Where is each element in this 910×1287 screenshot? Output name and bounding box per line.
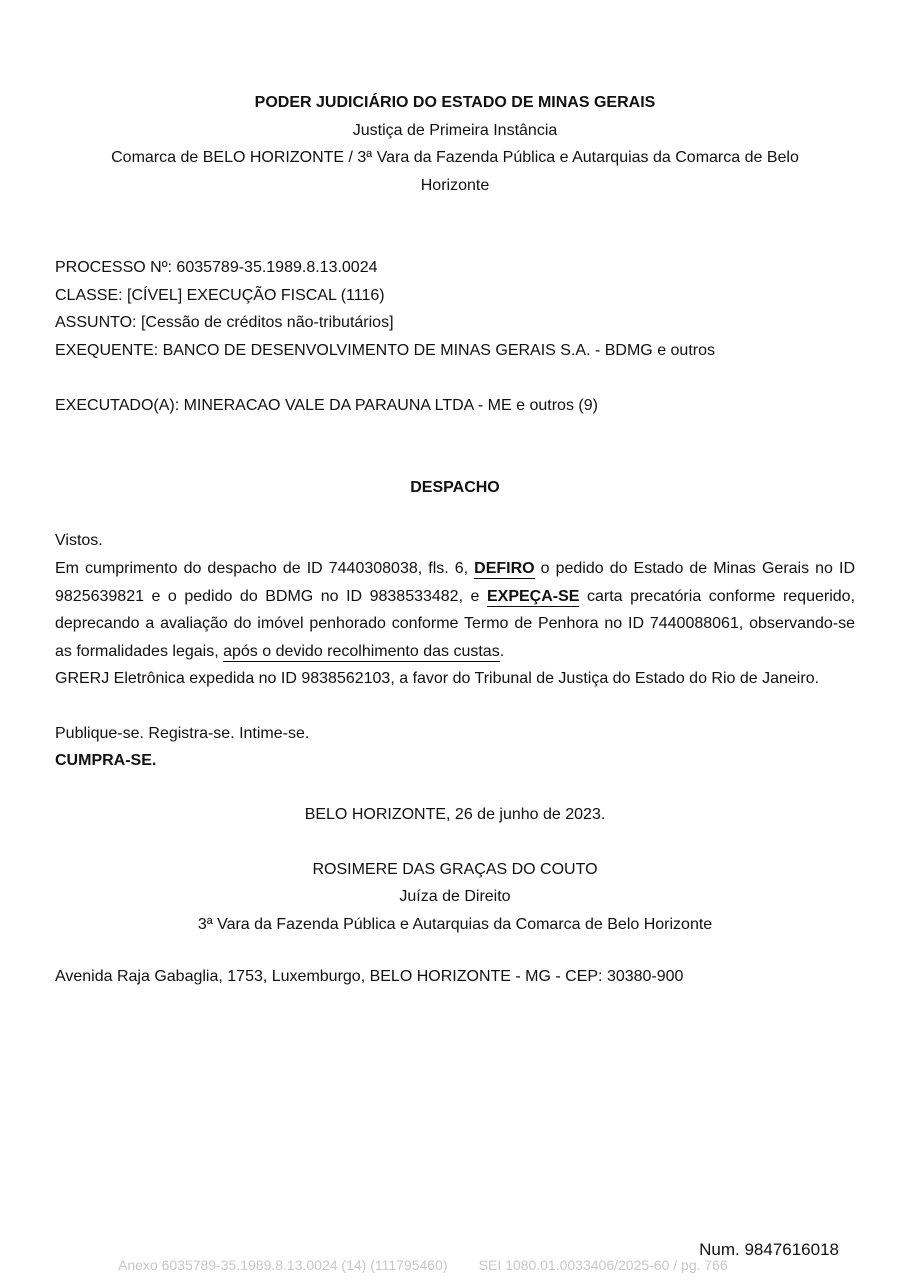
defiro-emphasis: DEFIRO — [474, 560, 535, 577]
signer-court: 3ª Vara da Fazenda Pública e Autarquias da Comarca de Belo Horizonte — [197, 916, 713, 933]
signer-role: Juíza de Direito — [399, 888, 511, 905]
case-defendant: EXECUTADO(A): MINERACAO VALE DA PARAUNA LTDA - ME e outros (9) — [55, 397, 598, 414]
case-plaintiff: EXEQUENTE: BANCO DE DESENVOLVIMENTO DE MINAS GERAIS S.A. - BDMG e outros — [55, 342, 715, 359]
document-title: DESPACHO — [410, 479, 500, 496]
court-comarca-line2: Horizonte — [420, 177, 490, 194]
footer-stamp — [118, 1257, 728, 1273]
p1-text-c: carta precatória conforme requerido, deprecando a avaliação do imóvel penhorado conforme Termo de Penhora no ID 7440088061, observando-se as formalidades legais, — [55, 587, 856, 660]
p1-text-d: . — [499, 642, 505, 660]
court-comarca-line1: Comarca de BELO HORIZONTE / 3ª Vara da Fazenda Pública e Autarquias da Comarca de Belo — [111, 149, 799, 166]
custas-underlined: após o devido recolhimento das custas — [223, 642, 500, 660]
case-subject: ASSUNTO: [Cessão de créditos não-tributários] — [55, 314, 394, 331]
expeca-emphasis: EXPEÇA-SE — [486, 587, 580, 605]
case-number: PROCESSO Nº: 6035789-35.1989.8.13.0024 — [55, 259, 378, 276]
signer-name: ROSIMERE DAS GRAÇAS DO COUTO — [312, 861, 598, 878]
footer-sei: SEI 1080.01.0033406/2025-60 / pg. 766 — [478, 1257, 728, 1273]
court-name: PODER JUDICIÁRIO DO ESTADO DE MINAS GERAIS — [254, 94, 656, 111]
court-instance: Justiça de Primeira Instância — [352, 122, 558, 139]
body-paragraph-4: CUMPRA-SE. — [55, 752, 157, 769]
place-date: BELO HORIZONTE, 26 de junho de 2023. — [304, 806, 606, 823]
case-class: CLASSE: [CÍVEL] EXECUÇÃO FISCAL (1116) — [55, 287, 385, 304]
body-vistos: Vistos. — [55, 532, 103, 549]
body-paragraph-3: Publique-se. Registra-se. Intime-se. — [55, 725, 310, 742]
p1-text-a: Em cumprimento do despacho de ID 7440308038, fls. 6, — [55, 560, 475, 577]
footer-annex: Anexo 6035789-35.1989.8.13.0024 (14) (111795460) — [118, 1257, 448, 1273]
body-paragraph-1 — [55, 555, 855, 665]
court-address: Avenida Raja Gabaglia, 1753, Luxemburgo, BELO HORIZONTE - MG - CEP: 30380-900 — [55, 968, 684, 985]
document-number: Num. 9847616018 — [699, 1240, 839, 1259]
body-paragraph-2: GRERJ Eletrônica expedida no ID 9838562103, a favor do Tribunal de Justiça do Estado do Rio de Janeiro. — [55, 670, 820, 687]
p1-text-b: o pedido do Estado de Minas Gerais no ID 9825639821 e o pedido do BDMG no ID 9838533482, e — [55, 560, 856, 605]
